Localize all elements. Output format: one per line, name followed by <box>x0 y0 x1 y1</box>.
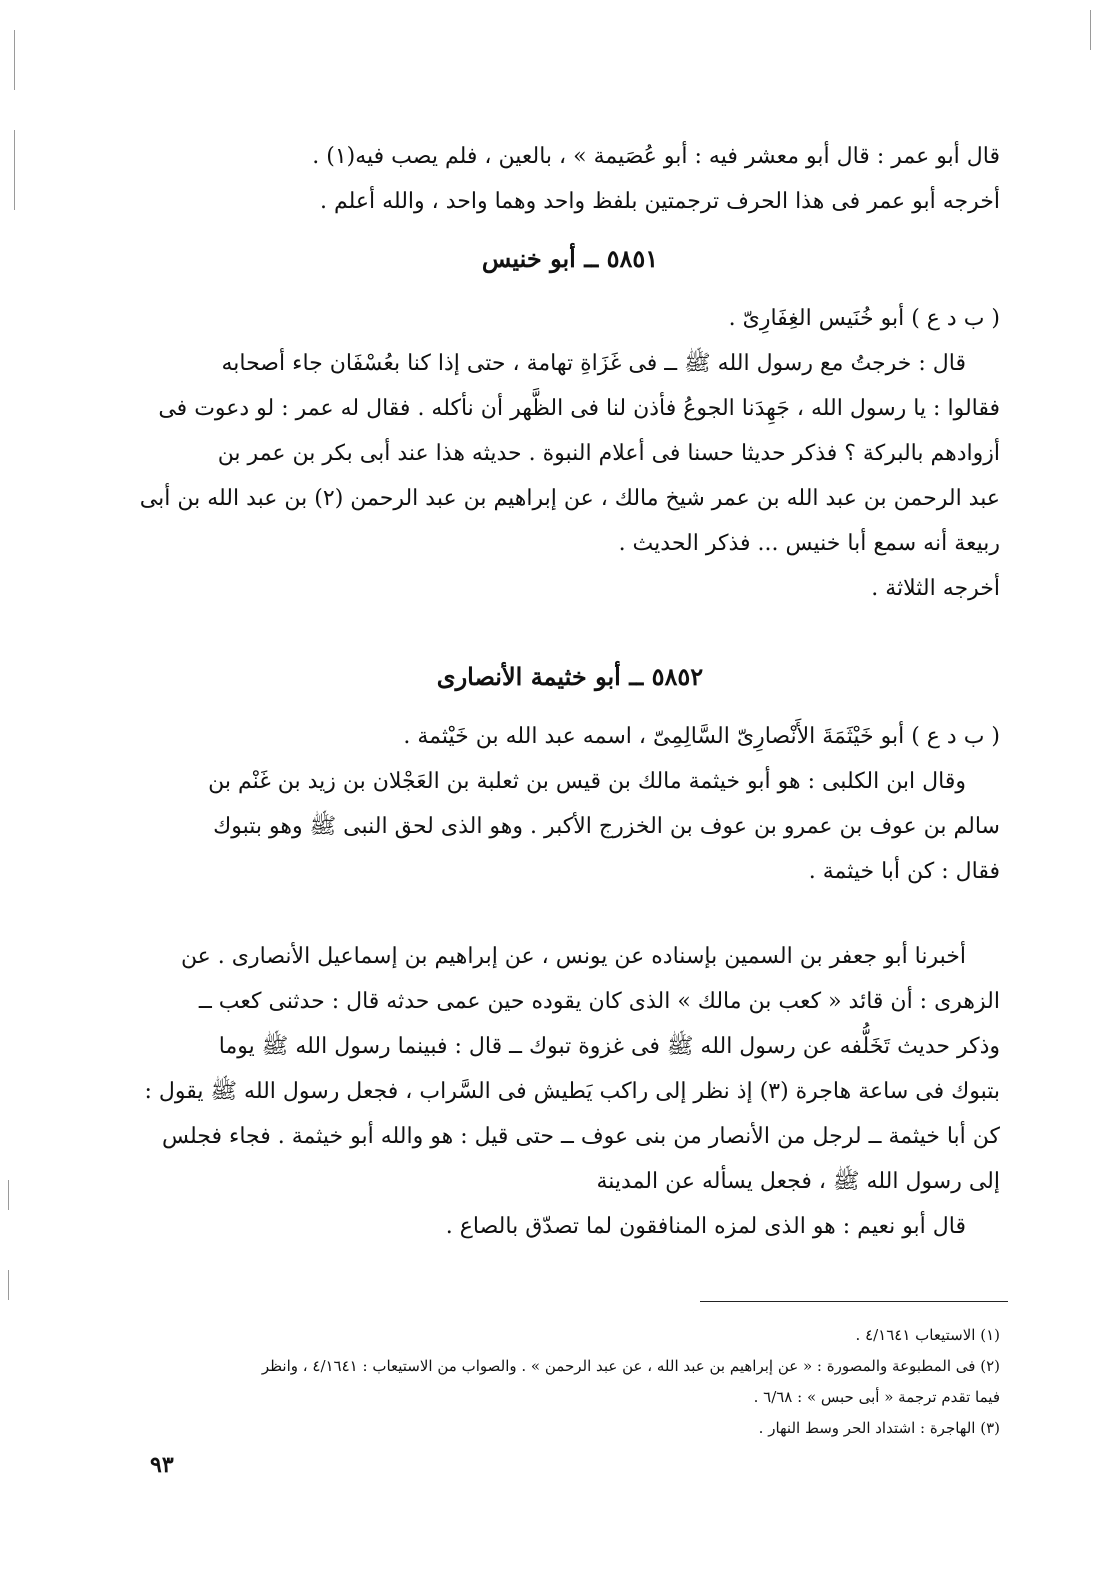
footnotes <box>140 1320 1000 1444</box>
scan-edge-mark <box>8 1180 9 1210</box>
scan-edge-mark <box>14 130 15 210</box>
text-line: فقال : كن أبا خيثمة . <box>808 859 1000 884</box>
entry-5852-hadith <box>140 934 1000 1249</box>
text-line: ( ب د ع ) أبو خُنَيس الغِفَارِىّ . <box>728 306 1000 331</box>
text-line: وقال ابن الكلبى : هو أبو خيثمة مالك بن قيس بن ثعلبة بن العَجْلان بن زيد بن غَنْم بن <box>208 769 966 794</box>
text-line: أخرجه أبو عمر فى هذا الحرف ترجمتين بلفظ واحد وهما واحد ، والله أعلم . <box>319 189 1000 214</box>
footnote-2-continued: فيما تقدم ترجمة « أبى حبس » : ٦/٦٨ . <box>753 1388 1000 1406</box>
footnote-divider <box>700 1301 1008 1302</box>
scan-edge-mark <box>1090 10 1091 50</box>
text-line: أخبرنا أبو جعفر بن السمين بإسناده عن يونس ، عن إبراهيم بن إسماعيل الأنصارى . عن <box>180 944 966 969</box>
opening-paragraph <box>140 134 1000 224</box>
text-line: قال أبو عمر : قال أبو معشر فيه : أبو عُصَيمة » ، بالعين ، فلم يصب فيه(١) . <box>312 144 1000 169</box>
footnote-3: (٣) الهاجرة : اشتداد الحر وسط النهار . <box>758 1419 1000 1437</box>
text-line: فقالوا : يا رسول الله ، جَهِدَنا الجوعُ فأذن لنا فى الظَّهر أن نأكله . فقال له عمر : لو دعوت فى <box>158 396 1000 421</box>
text-line: وذكر حديث تَخَلُّفه عن رسول الله ﷺ فى غزوة تبوك ــ قال : فبينما رسول الله ﷺ يوما <box>218 1034 1000 1059</box>
entry-heading-5851: ٥٨٥١ ــ أبو خنيس <box>481 244 659 273</box>
footnote-1: (١) الاستيعاب ٤/١٦٤١ . <box>855 1326 1000 1344</box>
text-line: أزوادهم بالبركة ؟ فذكر حديثا حسنا فى أعلام النبوة . حديثه هذا عند أبى بكر بن عمر بن <box>217 441 1000 466</box>
scan-edge-mark <box>14 30 15 90</box>
text-line: سالم بن عوف بن عمرو بن عوف بن الخزرج الأكبر . وهو الذى لحق النبى ﷺ وهو بتبوك <box>213 814 1000 839</box>
text-line: بتبوك فى ساعة هاجرة (٣) إذ نظر إلى راكب يَطيش فى السَّراب ، فجعل رسول الله ﷺ يقول : <box>144 1079 1000 1104</box>
text-line: عبد الرحمن بن عبد الله بن عمر شيخ مالك ، عن إبراهيم بن عبد الرحمن (٢) بن عبد الله بن أبى <box>139 486 1000 511</box>
entry-5852-body <box>140 714 1000 894</box>
text-line: ( ب د ع ) أبو خَيْثَمَةَ الأَنْصارِىّ السَّالِمِىّ ، اسمه عبد الله بن خَيْثمة . <box>403 724 1000 749</box>
page-number: ٩٣ <box>150 1452 174 1478</box>
text-line: إلى رسول الله ﷺ ، فجعل يسأله عن المدينة <box>596 1169 1000 1194</box>
entry-heading-5852: ٥٨٥٢ ــ أبو خثيمة الأنصارى <box>436 662 704 691</box>
scan-edge-mark <box>8 1270 9 1300</box>
text-line: ربيعة أنه سمع أبا خنيس ... فذكر الحديث . <box>618 531 1000 556</box>
text-line: قال : خرجتُ مع رسول الله ﷺ ــ فى غَزَاةِ تهامة ، حتى إذا كنا بعُسْفَان جاء أصحابه <box>221 351 966 376</box>
text-line: كن أبا خيثمة ــ لرجل من الأنصار من بنى عوف ــ حتى قيل : هو والله أبو خيثمة . فجاء فجلس <box>161 1124 1000 1149</box>
entry-5851-body <box>140 296 1000 611</box>
text-line: الزهرى : أن قائد « كعب بن مالك » الذى كان يقوده حين عمى حدثه قال : حدثنى كعب ــ <box>198 989 1000 1014</box>
text-line: أخرجه الثلاثة . <box>871 576 1000 601</box>
footnote-2: (٢) فى المطبوعة والمصورة : « عن إبراهيم بن عبد الله ، عن عبد الرحمن » . والصواب من الاستيعاب : ٤/١٦٤١ ، وانظر <box>261 1357 1000 1375</box>
text-line: قال أبو نعيم : هو الذى لمزه المنافقون لما تصدّق بالصاع . <box>445 1214 966 1239</box>
